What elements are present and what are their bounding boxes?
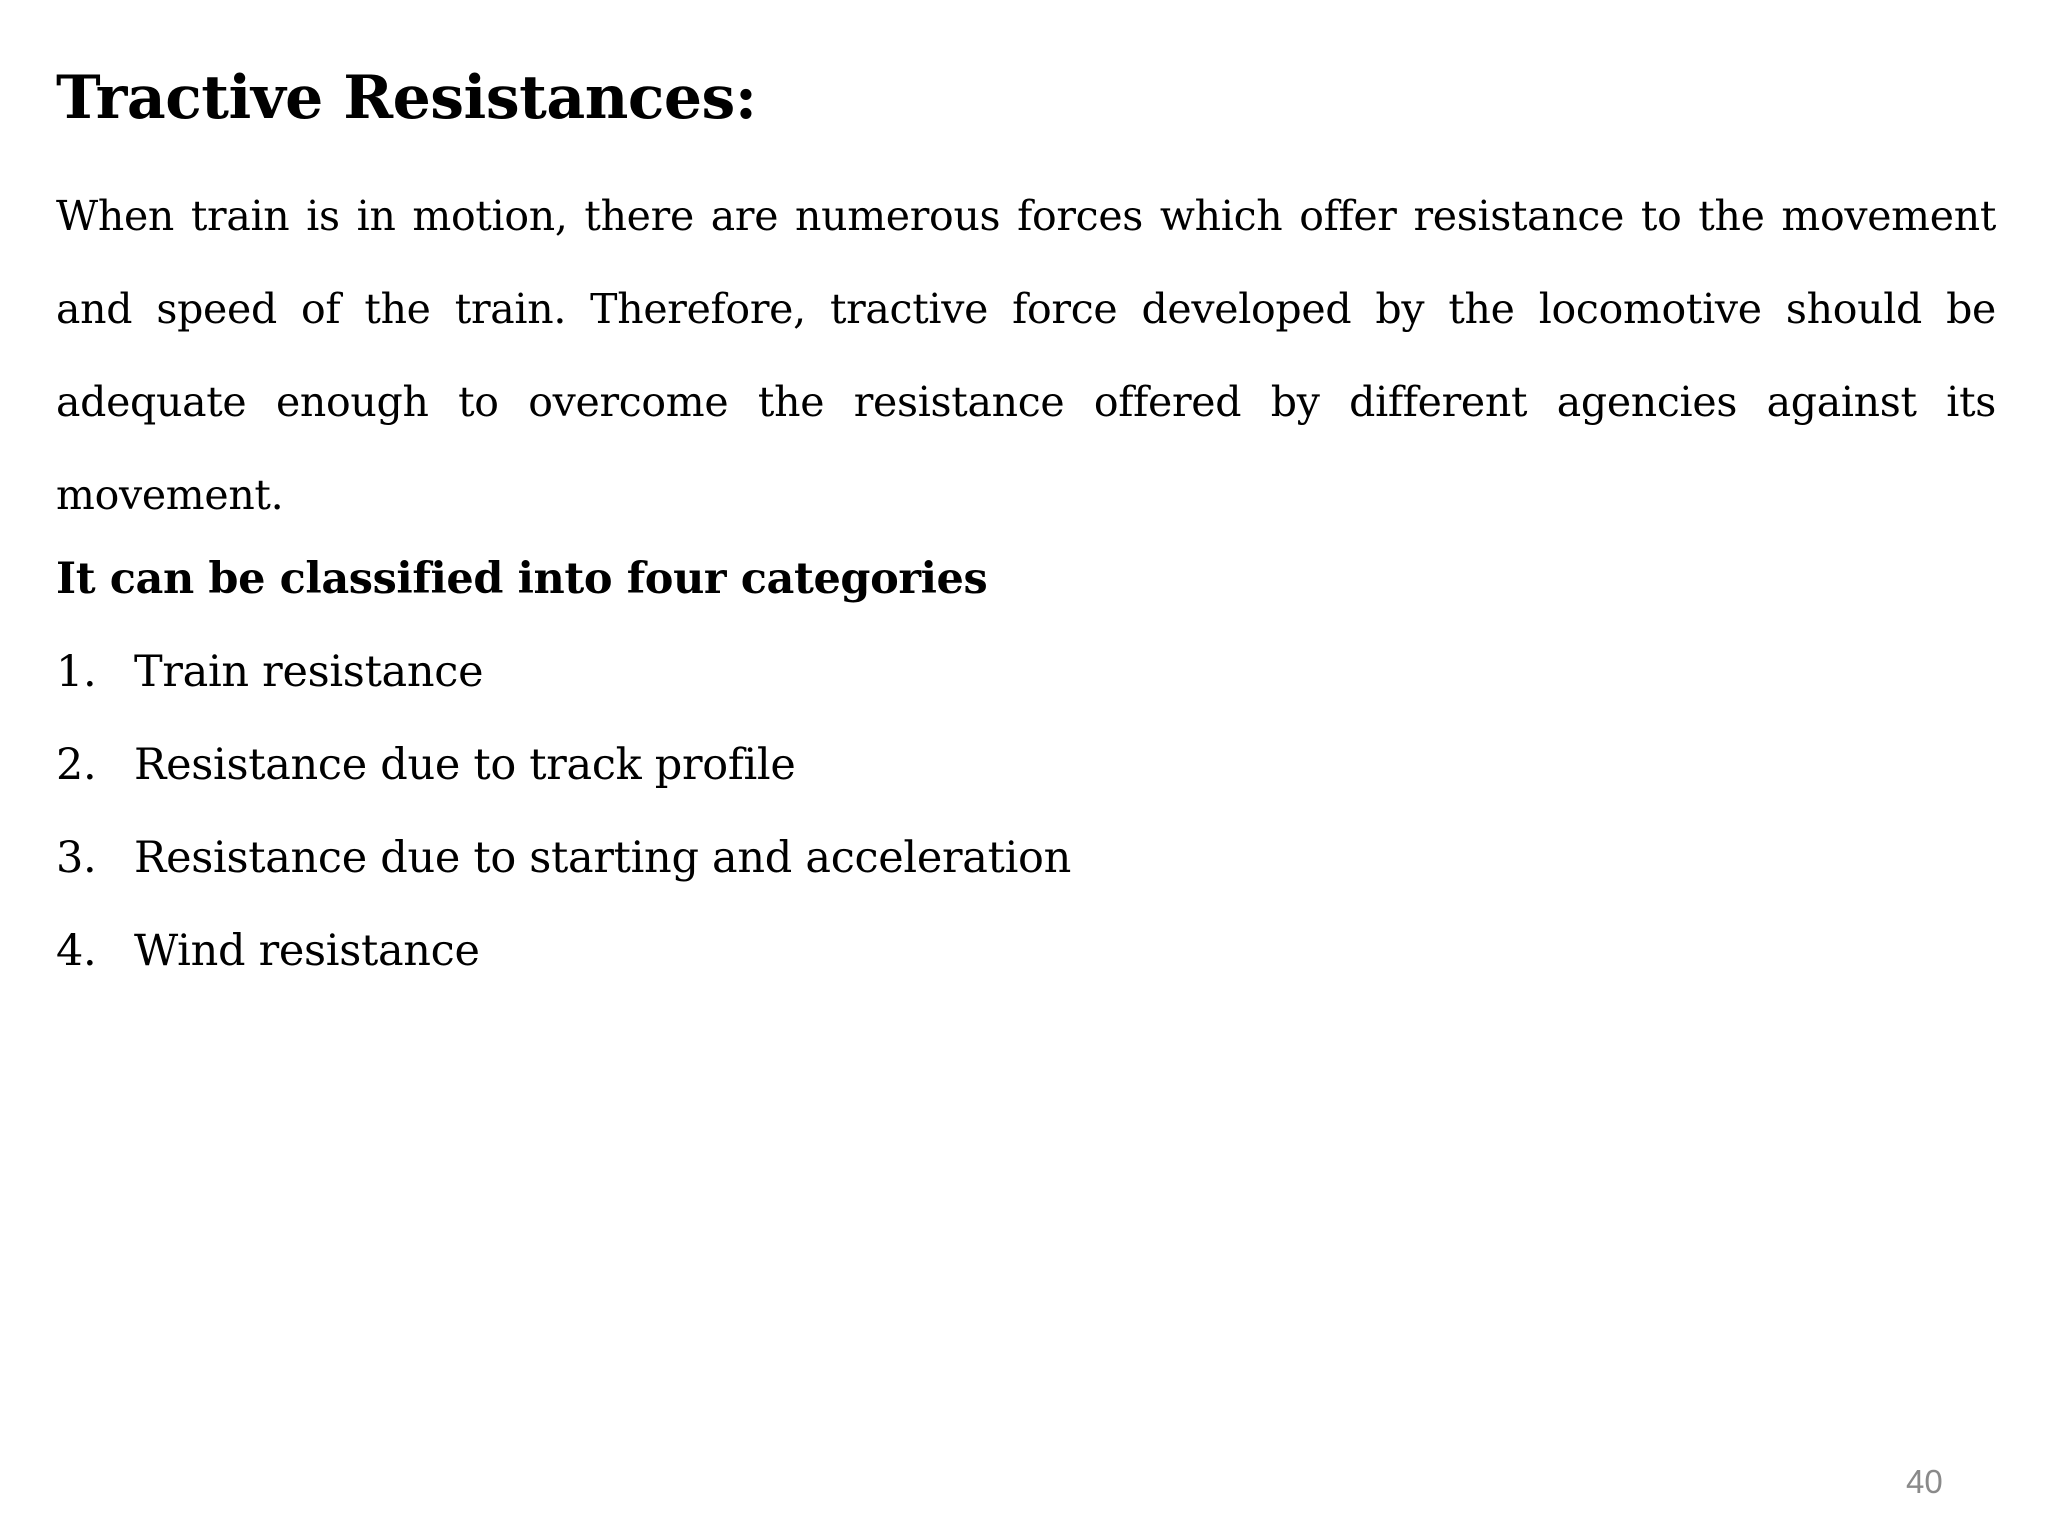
list-item-text: Resistance due to starting and acceleration xyxy=(134,833,1072,883)
list-item-number: 4. xyxy=(56,926,97,976)
list-item xyxy=(56,905,1071,998)
list-item xyxy=(56,812,1071,905)
list-item-text: Wind resistance xyxy=(134,926,480,976)
slide-title: Tractive Resistances: xyxy=(56,63,757,133)
list-item-text: Train resistance xyxy=(134,647,484,697)
list-item-number: 1. xyxy=(56,647,97,697)
list-item-number: 3. xyxy=(56,833,97,883)
categories-list xyxy=(56,626,1071,998)
list-item-text: Resistance due to track profile xyxy=(134,740,796,790)
intro-paragraph: When train is in motion, there are numerous forces which offer resistance to the movement and speed of the train. Therefore, tractive force developed by the locomotive should be adequate enough to overcome the resistance offered by different agencies against its movement. xyxy=(56,192,1996,519)
page-number: 40 xyxy=(1906,1463,1943,1500)
categories-heading: It can be classified into four categories xyxy=(56,554,988,604)
list-item xyxy=(56,626,1071,719)
list-item-number: 2. xyxy=(56,740,97,790)
list-item xyxy=(56,719,1071,812)
